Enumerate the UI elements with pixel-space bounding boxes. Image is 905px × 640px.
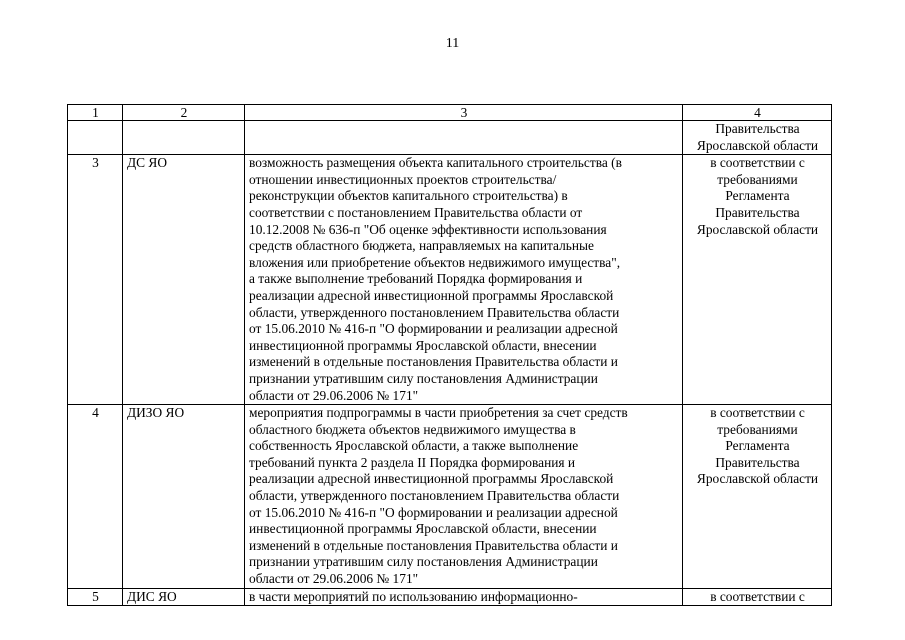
row-number-cell: 5: [68, 588, 123, 606]
description-line: инвестиционной программы Ярославской области, внесении: [249, 521, 597, 537]
description-line: средств областного бюджета, направляемых на капитальные: [249, 238, 594, 254]
regulation-line: Правительства: [715, 454, 800, 470]
description-line: собственность Ярославской области, а также выполнение: [249, 438, 579, 454]
description-line: реализации адресной инвестиционной программы Ярославской: [249, 287, 614, 303]
description-line: области от 29.06.2006 № 171": [249, 387, 419, 403]
regulation-line: Правительства: [715, 121, 800, 136]
regulation-cell: [683, 588, 832, 606]
description-line: реализации адресной инвестиционной программы Ярославской: [249, 471, 614, 487]
description-line: требований пункта 2 раздела II Порядка формирования и: [249, 454, 576, 470]
regulation-line: в соответствии с: [710, 588, 805, 604]
responsibility-table: [67, 104, 832, 606]
row-number-cell: 3: [68, 155, 123, 405]
table-row: [68, 121, 832, 155]
organization-cell: ДИЗО ЯО: [123, 405, 245, 589]
row-number-cell: 4: [68, 405, 123, 589]
regulation-line: Ярославской области: [696, 471, 819, 487]
row-number-cell: [68, 121, 123, 155]
description-cell: [245, 588, 683, 606]
regulation-line: в соответствии с: [710, 405, 805, 421]
column-header-regulation: 4: [683, 105, 832, 121]
description-line: соответствии с постановлением Правительства области от: [249, 204, 583, 220]
regulation-line: Правительства: [715, 204, 800, 220]
description-cell: [245, 155, 683, 405]
regulation-line: Ярославской области: [696, 137, 819, 153]
table-header-row: [68, 105, 832, 121]
regulation-line: Регламента: [725, 438, 790, 454]
organization-cell: ДИС ЯО: [123, 588, 245, 606]
description-line: признании утратившим силу постановления Администрации: [249, 370, 598, 386]
regulation-line: в соответствии с: [710, 155, 805, 171]
description-cell: [245, 405, 683, 589]
regulation-line: требованиями: [717, 171, 798, 187]
description-line: возможность размещения объекта капитального строительства (в: [249, 155, 622, 171]
regulation-line: требованиями: [717, 421, 798, 437]
table-row: [68, 405, 832, 589]
description-line: области, утвержденного постановлением Правительства области: [249, 488, 620, 504]
regulation-cell: [683, 405, 832, 589]
description-line: изменений в отдельные постановления Правительства области и: [249, 537, 618, 553]
column-header-number: 1: [68, 105, 123, 121]
description-line: инвестиционной программы Ярославской области, внесении: [249, 337, 597, 353]
table-row: [68, 155, 832, 405]
column-header-description: 3: [245, 105, 683, 121]
regulation-cell: [683, 155, 832, 405]
page-number: 11: [445, 36, 460, 51]
description-line: а также выполнение требований Порядка формирования и: [249, 271, 583, 287]
description-line: изменений в отдельные постановления Правительства области и: [249, 354, 618, 370]
table-row: [68, 588, 832, 606]
regulation-line: Ярославской области: [696, 221, 819, 237]
description-line: области от 29.06.2006 № 171": [249, 571, 419, 587]
description-line: от 15.06.2010 № 416-п "О формировании и реализации адресной: [249, 504, 618, 520]
description-line: реконструкции объектов капитального строительства) в: [249, 188, 568, 204]
regulation-cell: [683, 121, 832, 155]
description-line: в части мероприятий по использованию информационно-: [249, 588, 578, 604]
regulation-line: Регламента: [725, 188, 790, 204]
column-header-organization: 2: [123, 105, 245, 121]
description-line: 10.12.2008 № 636-п "Об оценке эффективности использования: [249, 221, 607, 237]
description-line: вложения или приобретение объектов недвижимого имущества",: [249, 254, 621, 270]
description-line: от 15.06.2010 № 416-п "О формировании и реализации адресной: [249, 321, 618, 337]
description-line: области, утвержденного постановлением Правительства области: [249, 304, 620, 320]
description-line: отношении инвестиционных проектов строительства/: [249, 171, 557, 187]
description-cell: [245, 121, 683, 155]
description-line: областного бюджета объектов недвижимого имущества в: [249, 421, 576, 437]
description-line: мероприятия подпрограммы в части приобретения за счет средств: [249, 405, 628, 421]
organization-cell: ДС ЯО: [123, 155, 245, 405]
description-line: признании утратившим силу постановления Администрации: [249, 554, 598, 570]
organization-cell: [123, 121, 245, 155]
